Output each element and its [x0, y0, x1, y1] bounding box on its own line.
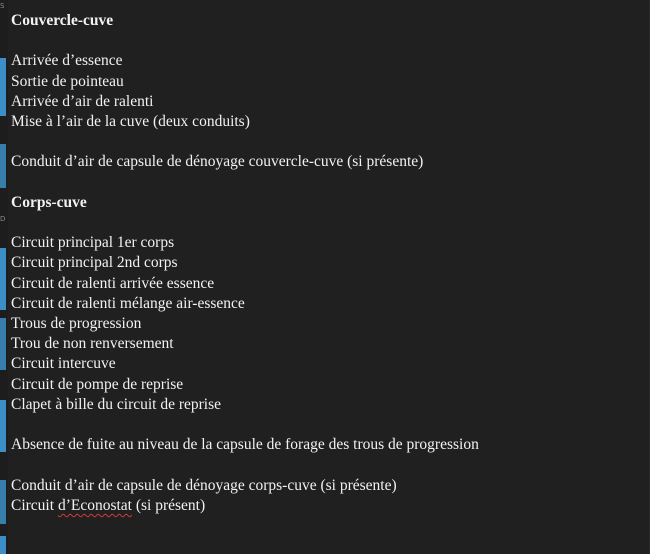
list-item: Circuit principal 1er corps [11, 234, 175, 252]
list-item: Mise à l’air de la cuve (deux conduits) [11, 113, 250, 130]
left-gutter [0, 0, 8, 554]
list-item: Clapet à bille du circuit de reprise [11, 395, 222, 413]
section-note: Conduit d’air de capsule de dénoyage couvercle-cuve (si présente) [11, 153, 424, 171]
document-body[interactable] [11, 11, 642, 516]
list-item: Circuit principal 2nd corps [11, 254, 178, 272]
gutter-bar [0, 536, 6, 554]
section-last-line [11, 496, 642, 516]
blank-line [11, 455, 642, 475]
list-item: Trous de progression [11, 314, 142, 332]
list-item: Circuit de ralenti mélange air-essence [11, 294, 245, 312]
gutter-bar [0, 58, 6, 116]
list-item: Arrivée d’essence [11, 52, 123, 70]
blank-line [11, 213, 642, 233]
blank-line [11, 132, 642, 152]
gutter-bar [0, 144, 6, 188]
section-heading-couvercle: Couvercle-cuve [11, 12, 114, 29]
blank-line [11, 173, 642, 193]
section-note: Absence de fuite au niveau de la capsule de forage des trous de progression [11, 436, 479, 454]
gutter-bar [0, 480, 6, 524]
list-item: Arrivée d’air de ralenti [11, 92, 154, 110]
gutter-label-top: S [0, 2, 5, 10]
misspelled-word[interactable]: d’Econostat [57, 496, 132, 514]
gutter-bar [0, 318, 6, 370]
section-heading-corps: Corps-cuve [11, 193, 87, 211]
last-line-prefix: Circuit [11, 496, 58, 514]
gutter-bar [0, 400, 6, 452]
list-item: Circuit intercuve [11, 355, 116, 373]
list-item: Trou de non renversement [11, 335, 174, 353]
list-item: Circuit de pompe de reprise [11, 375, 184, 393]
last-line-suffix: (si présent) [131, 496, 206, 514]
section-final-line: Conduit d’air de capsule de dénoyage corps-cuve (si présente) [11, 476, 397, 494]
list-item: Circuit de ralenti arrivée essence [11, 274, 215, 292]
blank-line [11, 31, 642, 51]
blank-line [11, 415, 642, 435]
gutter-bar [0, 248, 6, 310]
gutter-label-mid: D [0, 215, 6, 223]
list-item: Sortie de pointeau [11, 72, 124, 90]
